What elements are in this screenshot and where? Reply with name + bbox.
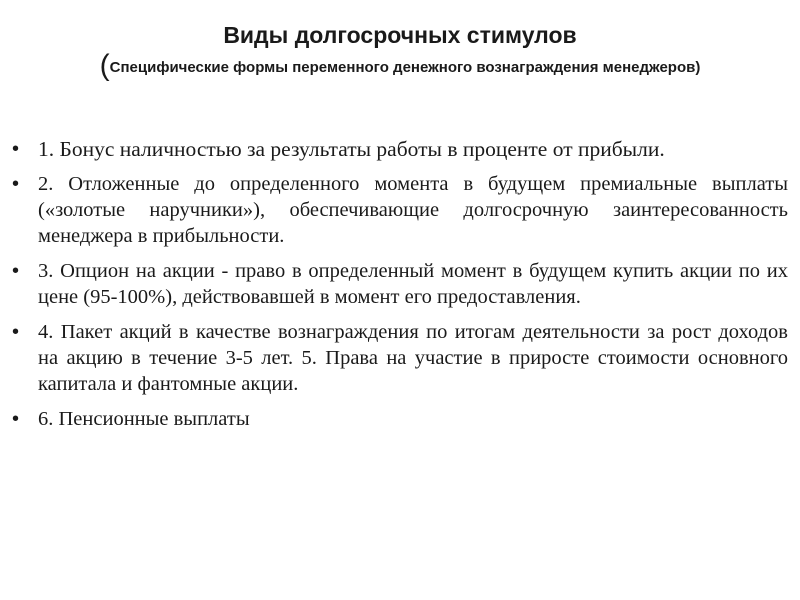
slide-subtitle [40,49,760,82]
list-item [12,258,788,310]
list-item [12,319,788,397]
bullet-icon: • [12,321,20,343]
list-item-text: 6. Пенсионные выплаты [38,408,250,430]
bullet-icon: • [12,173,20,195]
bullet-icon: • [12,408,20,430]
bullet-icon: • [12,138,20,160]
bullet-icon: • [12,260,20,282]
list-item-text: 2. Отложенные до определенного момента в будущем премиальные выплаты («золотые наручники»), обеспечивающие долгосрочную заинтересованность менеджера в прибыльности. [38,173,788,247]
list-item [12,136,788,162]
subtitle-text: Специфические формы переменного денежного вознаграждения менеджеров) [109,59,701,76]
list-item-text: 3. Опцион на акции - право в определенный момент в будущем купить акции по их цене (95-100%), действовавшей в момент его предоставления. [38,260,788,308]
list-item-text: 4. Пакет акций в качестве вознаграждения по итогам деятельности за рост доходов на акцию в течение 3-5 лет. 5. Права на участие в приросте стоимости основного капитала и фантомные акции. [38,321,788,395]
slide-title: Виды долгосрочных стимулов [223,22,577,48]
list-item [12,406,788,432]
bullet-list [12,136,788,441]
list-item [12,171,788,249]
subtitle-open-paren: ( [99,49,110,82]
title-block [40,20,760,82]
list-item-text: 1. Бонус наличностью за результаты работы в проценте от прибыли. [38,137,665,161]
